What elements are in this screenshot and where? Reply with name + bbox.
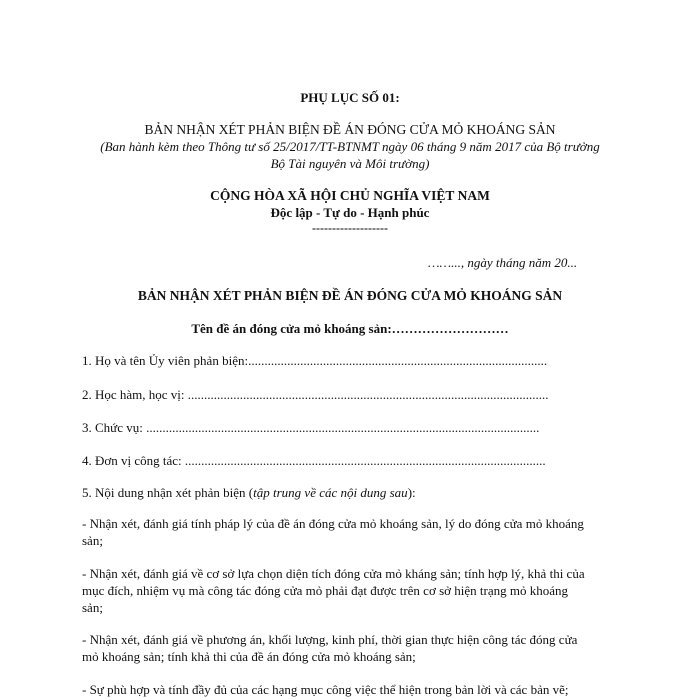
issued-note-line2: Bộ Tài nguyên và Môi trường)	[270, 156, 430, 171]
review-item-2-line1: - Nhận xét, đánh giá về cơ sở lựa chọn diện tích đóng cửa mỏ kháng sản; tính hợp lý, khả thi của	[82, 566, 585, 581]
review-item-2-line2: mục đích, nhiệm vụ mà công tác đóng cửa mỏ phải đạt được trên cơ sở hiện trạng mỏ khoáng	[82, 583, 568, 598]
appendix-heading: PHỤ LỤC SỐ 01:	[300, 90, 400, 105]
review-item-4-line1: - Sự phù hợp và tính đầy đủ của các hạng mục công việc thể hiện trong bản lời và các bản vẽ;	[82, 682, 569, 697]
form-title: BẢN NHẬN XÉT PHẢN BIỆN ĐỀ ÁN ĐÓNG CỬA MỎ KHOÁNG SẢN	[137, 288, 563, 303]
review-item-1-line2: sản;	[82, 533, 103, 548]
review-item-2-line3: sản;	[82, 600, 103, 615]
review-content-suffix: ):	[407, 485, 416, 500]
review-item-3-line1: - Nhận xét, đánh giá về phương án, khối lượng, kinh phí, thời gian thực hiện công tác đóng cửa	[82, 632, 578, 647]
position-field: 3. Chức vụ: .........................................................................................................................	[82, 420, 540, 435]
national-motto: Độc lập - Tự do - Hạnh phúc	[270, 205, 430, 220]
review-content-focus: tập trung về các nội dung sau	[253, 485, 408, 500]
date-line: ……..., ngày tháng năm 20...	[428, 255, 578, 270]
reviewer-name-field: 1. Họ và tên Ủy viên phản biện:............................................................................................	[82, 353, 548, 368]
review-content-prefix: 5. Nội dung nhận xét phản biện (	[82, 485, 254, 500]
issued-note-line1: (Ban hành kèm theo Thông tư số 25/2017/TT-BTNMT ngày 06 tháng 9 năm 2017 của Bộ trưởng	[100, 139, 600, 154]
review-item-3-line2: mỏ khoáng sản; tính khả thi của đề án đóng cửa mỏ khoáng sản;	[82, 649, 416, 664]
academic-title-field: 2. Học hàm, học vị: ...............................................................................................................	[82, 387, 549, 402]
national-name: CỘNG HÒA XÃ HỘI CHỦ NGHĨA VIỆT NAM	[210, 188, 490, 203]
project-name-field: Tên đề án đóng cửa mỏ khoáng sản:………………………	[191, 321, 509, 336]
review-content-heading	[82, 485, 416, 501]
document-title: BẢN NHẬN XÉT PHẢN BIỆN ĐỀ ÁN ĐÓNG CỬA MỎ KHOÁNG SẢN	[144, 122, 556, 137]
header-rule: -------------------	[312, 221, 388, 235]
review-item-1-line1: - Nhận xét, đánh giá tính pháp lý của đề án đóng cửa mỏ khoáng sản, lý do đóng cửa mỏ khoáng	[82, 516, 584, 531]
workplace-field: 4. Đơn vị công tác: ...............................................................................................................	[82, 453, 546, 468]
